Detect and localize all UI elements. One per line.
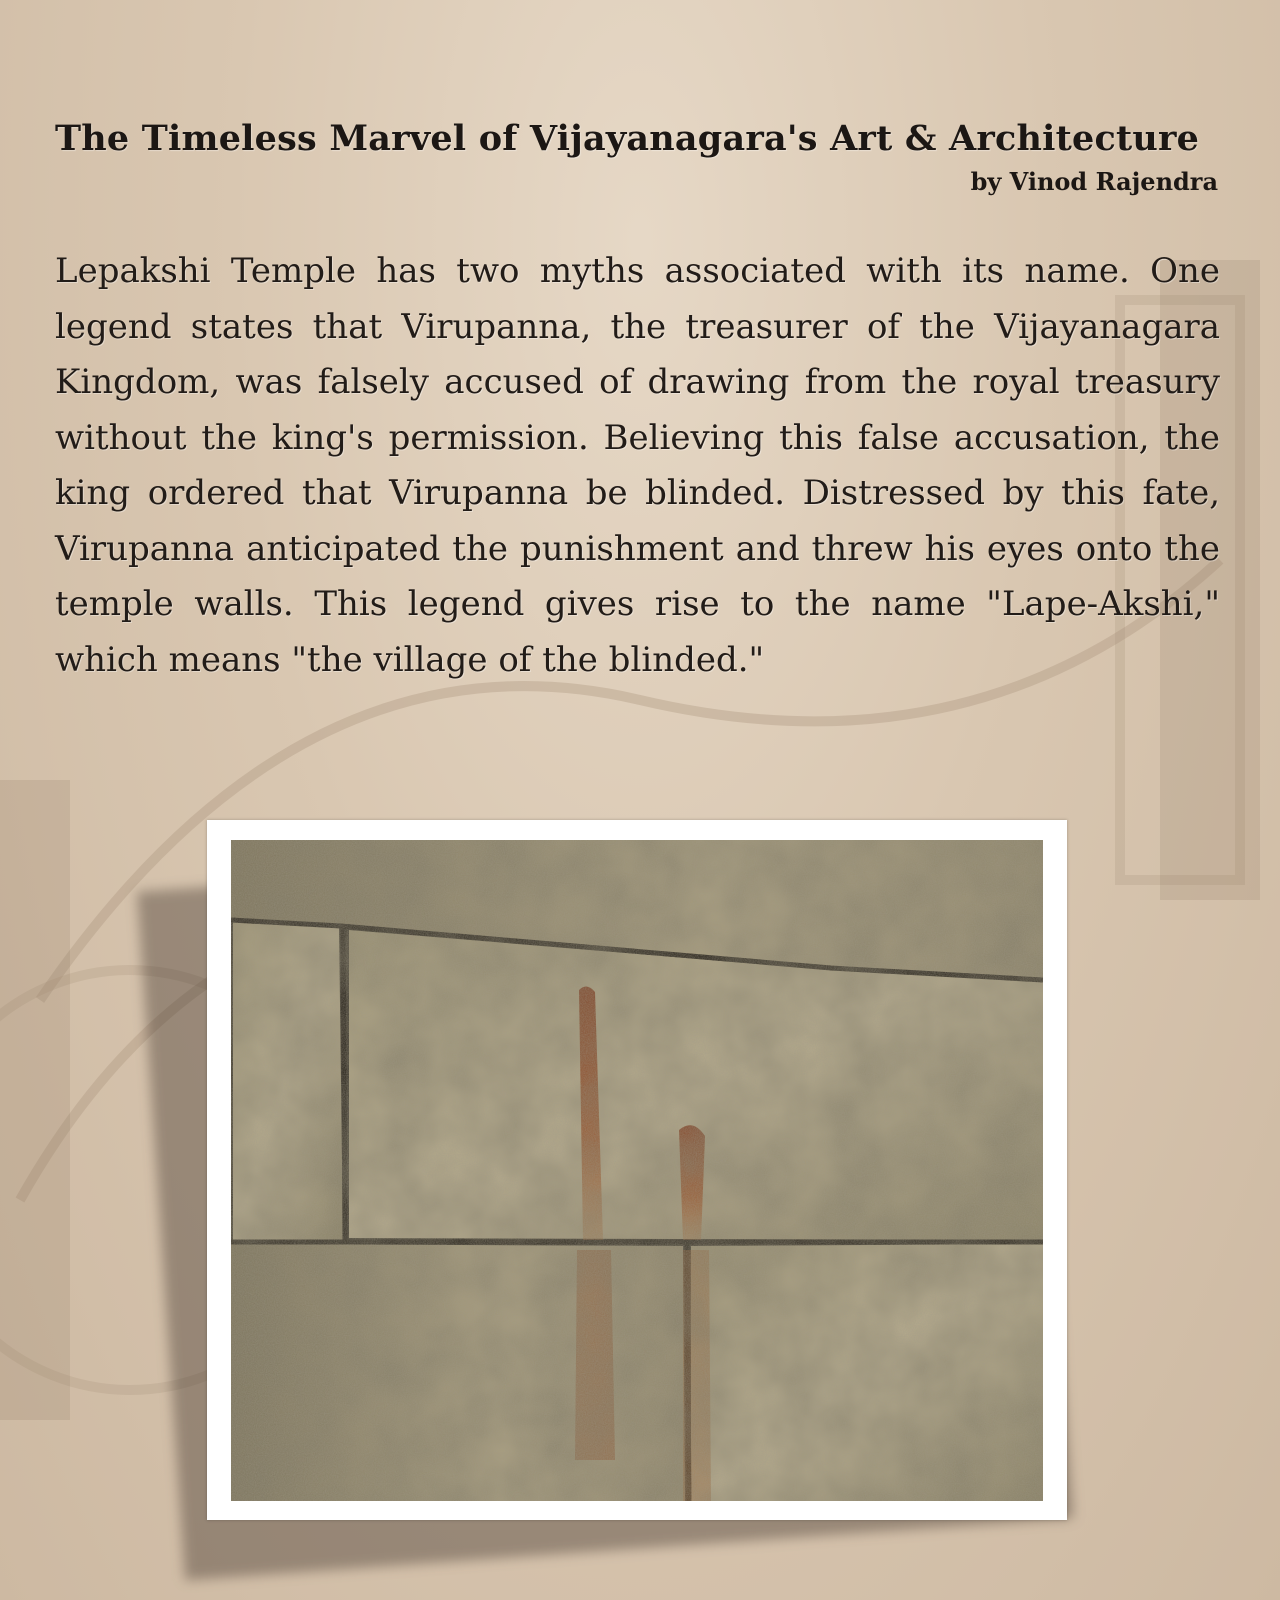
article-paragraph: Lepakshi Temple has two myths associated with its name. One legend states that Virupanna, the treasurer of the Vijayanagara Kingdom, was falsely accused of drawing from the royal treasury without the king's permission. Believing this false accusation, the king ordered that Virupanna be blinded. Distressed by this fate, Virupanna anticipated the punishment and threw his eyes onto the temple walls. This legend gives rise to the name "Lape-Akshi," which means "the village of the blinded." [55,251,1220,680]
article-title: The Timeless Marvel of Vijayanagara's Art & Architecture [55,118,1200,159]
author-byline: by Vinod Rajendra [970,167,1218,196]
temple-wall-photo [231,840,1043,1501]
